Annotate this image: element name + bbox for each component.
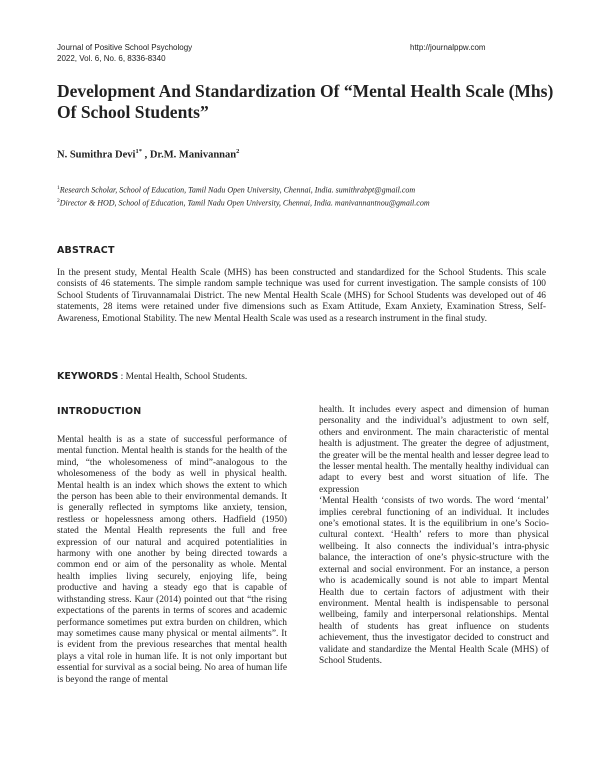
- affiliation-1: [57, 183, 415, 196]
- intro-paragraph-2: health. It includes every aspect and dimension of human personality and the individual’s adjustment to own self, others and environment. The main characteristic of mental health is adjustment. The greater the degree of adjustment, the greater will be the mental health and lesser degree lead to the lesser mental health. The mentally healthy individual can adapt to every best and worst situation of life. The expression: [319, 405, 549, 495]
- intro-column-right: [319, 405, 549, 667]
- affiliation-2-text: Director & HOD, School of Education, Tamil Nadu Open University, Chennai, India. manivannantnou@gmail.com: [59, 198, 430, 208]
- affiliation-1-num: 1: [57, 185, 60, 191]
- intro-paragraph-3: ‘Mental Health ‘consists of two words. The word ‘mental’ implies cerebral functioning of an individual. It includes one’s emotional states. It is the equilibrium in one’s Socio-cultural context. ‘Health’ refers to more than physical wellbeing. It also connects the individual’s intra-physic balance, the interaction of one’s physic-structure with the external and social environment. For an instance, a person who is academically sound is not able to impart Mental Health due to certain factors of adjustment with their environment. Mental health is indispensable to personal wellbeing, family and interpersonal relationships. Mental health of students has great influence on students achievement, thus the investigator decided to construct and validate and standardize the Mental Health Scale (MHS) of School Students.: [319, 496, 549, 666]
- author-line: [57, 148, 239, 161]
- journal-header: [57, 42, 192, 64]
- author-1-name: N. Sumithra Devi: [57, 149, 136, 161]
- author-1-sup: 1*: [135, 148, 142, 155]
- intro-column-left: [57, 435, 287, 686]
- author-separator: ,: [141, 149, 150, 161]
- journal-name: Journal of Positive School Psychology: [57, 43, 193, 52]
- journal-issue: 2022, Vol. 6, No. 6, 8336-8340: [57, 54, 166, 63]
- author-2-sup: 2: [236, 148, 240, 155]
- affiliation-2-num: 2: [57, 198, 60, 204]
- abstract-heading: ABSTRACT: [57, 245, 115, 256]
- journal-url[interactable]: http://journalppw.com: [410, 43, 486, 52]
- keywords-label: KEYWORDS: [57, 371, 119, 382]
- author-2-name: Dr.M. Manivannan: [149, 149, 237, 161]
- paper-title: Development And Standardization Of “Mental Health Scale (Mhs) Of School Students”: [57, 81, 554, 122]
- abstract-text: In the present study, Mental Health Scale (MHS) has been constructed and standardized for the School Students. This scale consists of 46 statements. The simple random sample technique was used for current investigation. The sample consists of 100 School Students of Tiruvannamalai District. The new Mental Health Scale (MHS) for School Students was developed out of 46 statements, 28 items were retained under five dimensions such as Exam Attitude, Exam Anxiety, Examination Stress, Self-Awareness, Emotional Stability. The new Mental Health Scale was used as a research instrument in the final study.: [57, 268, 546, 324]
- affiliation-2: [57, 196, 430, 209]
- keywords-text: : Mental Health, School Students.: [120, 372, 248, 382]
- introduction-heading: INTRODUCTION: [57, 406, 142, 417]
- keywords-line: [57, 371, 247, 382]
- intro-paragraph-1: Mental health is as a state of successful performance of mental function. Mental health is stands for the health of the mind, “the wholesomeness of mind”-analogous to the wholesomeness of the body as well in physical health. Mental health is an index which shows the extent to which the person has been able to their environmental demands. It is generally reflected in symptoms like anxiety, tension, restless or hopelessness among others. Hadfield (1950) stated the Mental Health represents the full and free expression of our natural and acquired potentialities in harmony with one another by being directed towards a common end or aim of the personality as whole. Mental health implies living securely, enjoying life, being productive and having a steady ego that is capable of withstanding stress. Kaur (2014) pointed out that “the rising expectations of the parents in terms of scores and academic performance sometimes put extra burden on children, which may sometimes cause many physical or mental ailments”. It is evident from the previous researches that mental health plays a vital role in human life. It is not only important but essential for survival as a social being. No area of human life is beyond the range of mental: [57, 435, 287, 685]
- affiliation-1-text: Research Scholar, School of Education, Tamil Nadu Open University, Chennai, India. sumithrabpt@gmail.com: [59, 185, 416, 195]
